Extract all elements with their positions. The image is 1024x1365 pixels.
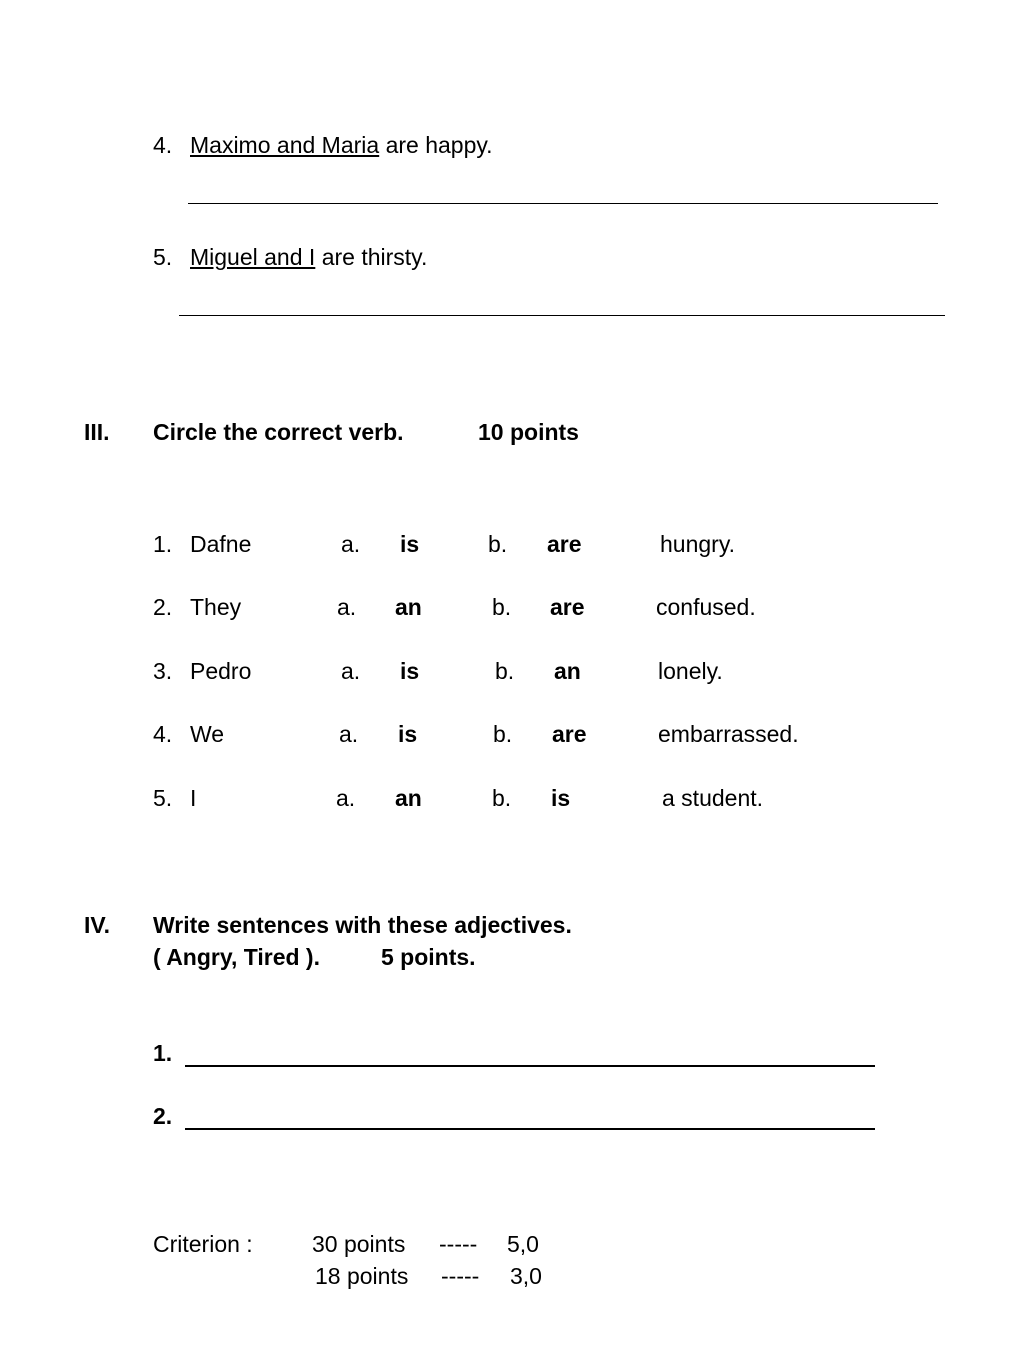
option-b-label: b. xyxy=(488,531,508,557)
option-a[interactable]: an xyxy=(395,594,422,620)
option-b-label: b. xyxy=(495,658,515,684)
option-b[interactable]: an xyxy=(554,658,581,684)
answer-line[interactable] xyxy=(188,203,938,204)
criterion-label: Criterion : xyxy=(153,1231,253,1257)
option-a[interactable]: is xyxy=(398,721,418,747)
question-subject: They xyxy=(190,594,242,620)
section-numeral: IV. xyxy=(84,912,111,938)
item-sentence xyxy=(190,134,493,157)
option-b[interactable]: are xyxy=(552,721,587,747)
criterion-grade: 5,0 xyxy=(507,1231,539,1257)
option-a-label: a. xyxy=(336,785,356,811)
section-subtitle: ( Angry, Tired ). xyxy=(153,944,320,970)
section-title: Write sentences with these adjectives. xyxy=(153,912,572,938)
item-number: 4. xyxy=(153,132,173,158)
criterion-points: 18 points xyxy=(315,1263,409,1289)
option-a[interactable]: is xyxy=(400,531,420,557)
question-subject: We xyxy=(190,721,225,747)
sentence-rest: are happy. xyxy=(379,132,493,158)
section-numeral: III. xyxy=(84,419,110,445)
question-number: 4. xyxy=(153,721,173,747)
question-number: 5. xyxy=(153,785,173,811)
answer-line[interactable] xyxy=(185,1065,875,1067)
answer-line[interactable] xyxy=(179,315,945,316)
option-a-label: a. xyxy=(341,658,361,684)
option-a-label: a. xyxy=(339,721,359,747)
section-points: 10 points xyxy=(478,419,579,445)
option-b[interactable]: are xyxy=(550,594,585,620)
question-subject: Dafne xyxy=(190,531,252,557)
option-a-label: a. xyxy=(341,531,361,557)
answer-line[interactable] xyxy=(185,1128,875,1130)
option-a[interactable]: an xyxy=(395,785,422,811)
criterion-points: 30 points xyxy=(312,1231,406,1257)
question-number: 1. xyxy=(153,531,173,557)
option-b[interactable]: is xyxy=(551,785,571,811)
underlined-subject: Miguel and I xyxy=(190,244,316,270)
question-ending: embarrassed. xyxy=(658,721,799,747)
section-title: Circle the correct verb. xyxy=(153,419,404,445)
question-ending: lonely. xyxy=(658,658,723,684)
option-b-label: b. xyxy=(493,721,513,747)
blank-number: 2. xyxy=(153,1103,173,1129)
question-subject: I xyxy=(190,785,197,811)
blank-number: 1. xyxy=(153,1040,173,1066)
question-number: 3. xyxy=(153,658,173,684)
question-ending: confused. xyxy=(656,594,756,620)
sentence-rest: are thirsty. xyxy=(315,244,428,270)
question-ending: hungry. xyxy=(660,531,736,557)
question-number: 2. xyxy=(153,594,173,620)
underlined-subject: Maximo and Maria xyxy=(190,132,380,158)
option-b[interactable]: are xyxy=(547,531,582,557)
criterion-separator: ----- xyxy=(439,1231,478,1257)
question-ending: a student. xyxy=(662,785,764,811)
criterion-grade: 3,0 xyxy=(510,1263,542,1289)
option-a-label: a. xyxy=(337,594,357,620)
item-number: 5. xyxy=(153,244,173,270)
criterion-separator: ----- xyxy=(441,1263,480,1289)
section-points: 5 points. xyxy=(381,944,476,970)
option-b-label: b. xyxy=(492,785,512,811)
item-sentence xyxy=(190,246,427,269)
option-b-label: b. xyxy=(492,594,512,620)
question-subject: Pedro xyxy=(190,658,252,684)
option-a[interactable]: is xyxy=(400,658,420,684)
